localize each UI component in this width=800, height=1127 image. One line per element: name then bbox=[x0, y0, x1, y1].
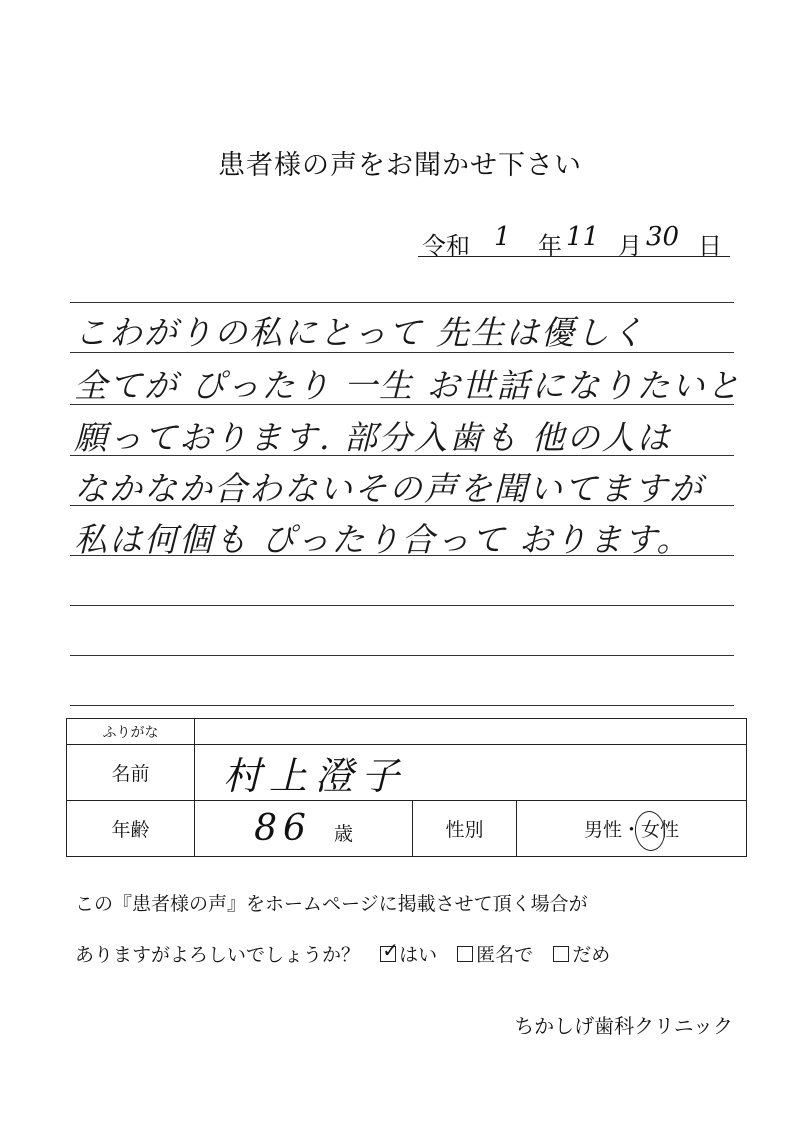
consent-row bbox=[75, 940, 610, 967]
date-year-unit: 年 bbox=[538, 232, 562, 260]
option-no[interactable] bbox=[553, 944, 610, 966]
ruled-line bbox=[70, 505, 734, 506]
comment-line-2: 全てが ぴったり 一生 お世話になりたいと bbox=[74, 366, 742, 405]
age-unit: 歳 bbox=[333, 823, 353, 845]
furigana-value bbox=[195, 719, 747, 745]
gender-cell bbox=[517, 801, 747, 857]
age-label: 年齢 bbox=[67, 801, 195, 857]
ruled-line bbox=[70, 705, 734, 706]
date-month: 11 bbox=[566, 222, 600, 252]
ruled-line bbox=[70, 352, 734, 353]
date-era: 令和 bbox=[422, 232, 470, 260]
date-year: 1 bbox=[494, 222, 511, 252]
date-day-unit: 日 bbox=[698, 232, 722, 260]
date-month-unit: 月 bbox=[618, 232, 642, 260]
consent-text-1: この『患者様の声』をホームページに掲載させて頂く場合が bbox=[75, 893, 588, 915]
checkbox-checked-icon[interactable]: ✓ bbox=[382, 938, 399, 962]
ruled-line bbox=[70, 302, 734, 303]
option-anonymous[interactable] bbox=[457, 944, 533, 966]
ruled-line bbox=[70, 404, 734, 405]
page-title: 患者様の声をお聞かせ下さい bbox=[218, 150, 582, 181]
date-field bbox=[418, 222, 730, 260]
ruled-line bbox=[70, 605, 734, 606]
option-yes[interactable] bbox=[380, 938, 438, 966]
gender-female: 女性 bbox=[641, 819, 680, 841]
option-anonymous-label: 匿名で bbox=[476, 944, 534, 966]
checkbox-icon[interactable] bbox=[457, 946, 473, 962]
furigana-label: ふりがな bbox=[67, 719, 195, 745]
ruled-line bbox=[70, 455, 734, 456]
comment-line-1: こわがりの私にとって 先生は優しく bbox=[74, 313, 646, 352]
gender-male: 男性 bbox=[583, 819, 622, 841]
option-yes-label: はい bbox=[399, 944, 438, 966]
comment-line-4: なかなか合わないその声を聞いてますが bbox=[74, 469, 704, 508]
selection-circle-icon bbox=[633, 810, 667, 853]
option-no-label: だめ bbox=[572, 944, 611, 966]
comment-line-5: 私は何個も ぴったり合って おります。 bbox=[74, 520, 692, 559]
consent-text-2: ありますがよろしいでしょうか？ bbox=[75, 944, 361, 966]
name-label: 名前 bbox=[67, 745, 195, 801]
age-cell bbox=[195, 801, 413, 857]
checkbox-icon[interactable] bbox=[553, 946, 569, 962]
age-value: 86 bbox=[254, 808, 312, 849]
clinic-name: ちかしげ歯科クリニック bbox=[514, 1014, 733, 1038]
ruled-line bbox=[70, 655, 734, 656]
ruled-line bbox=[70, 555, 734, 556]
gender-separator: ・ bbox=[622, 819, 642, 841]
date-day: 30 bbox=[646, 222, 680, 252]
patient-info-table bbox=[66, 718, 747, 857]
comment-line-3: 願っております. 部分入歯も 他の人は bbox=[74, 418, 672, 457]
name-value: 村上澄子 bbox=[195, 745, 747, 801]
gender-label: 性別 bbox=[413, 801, 517, 857]
